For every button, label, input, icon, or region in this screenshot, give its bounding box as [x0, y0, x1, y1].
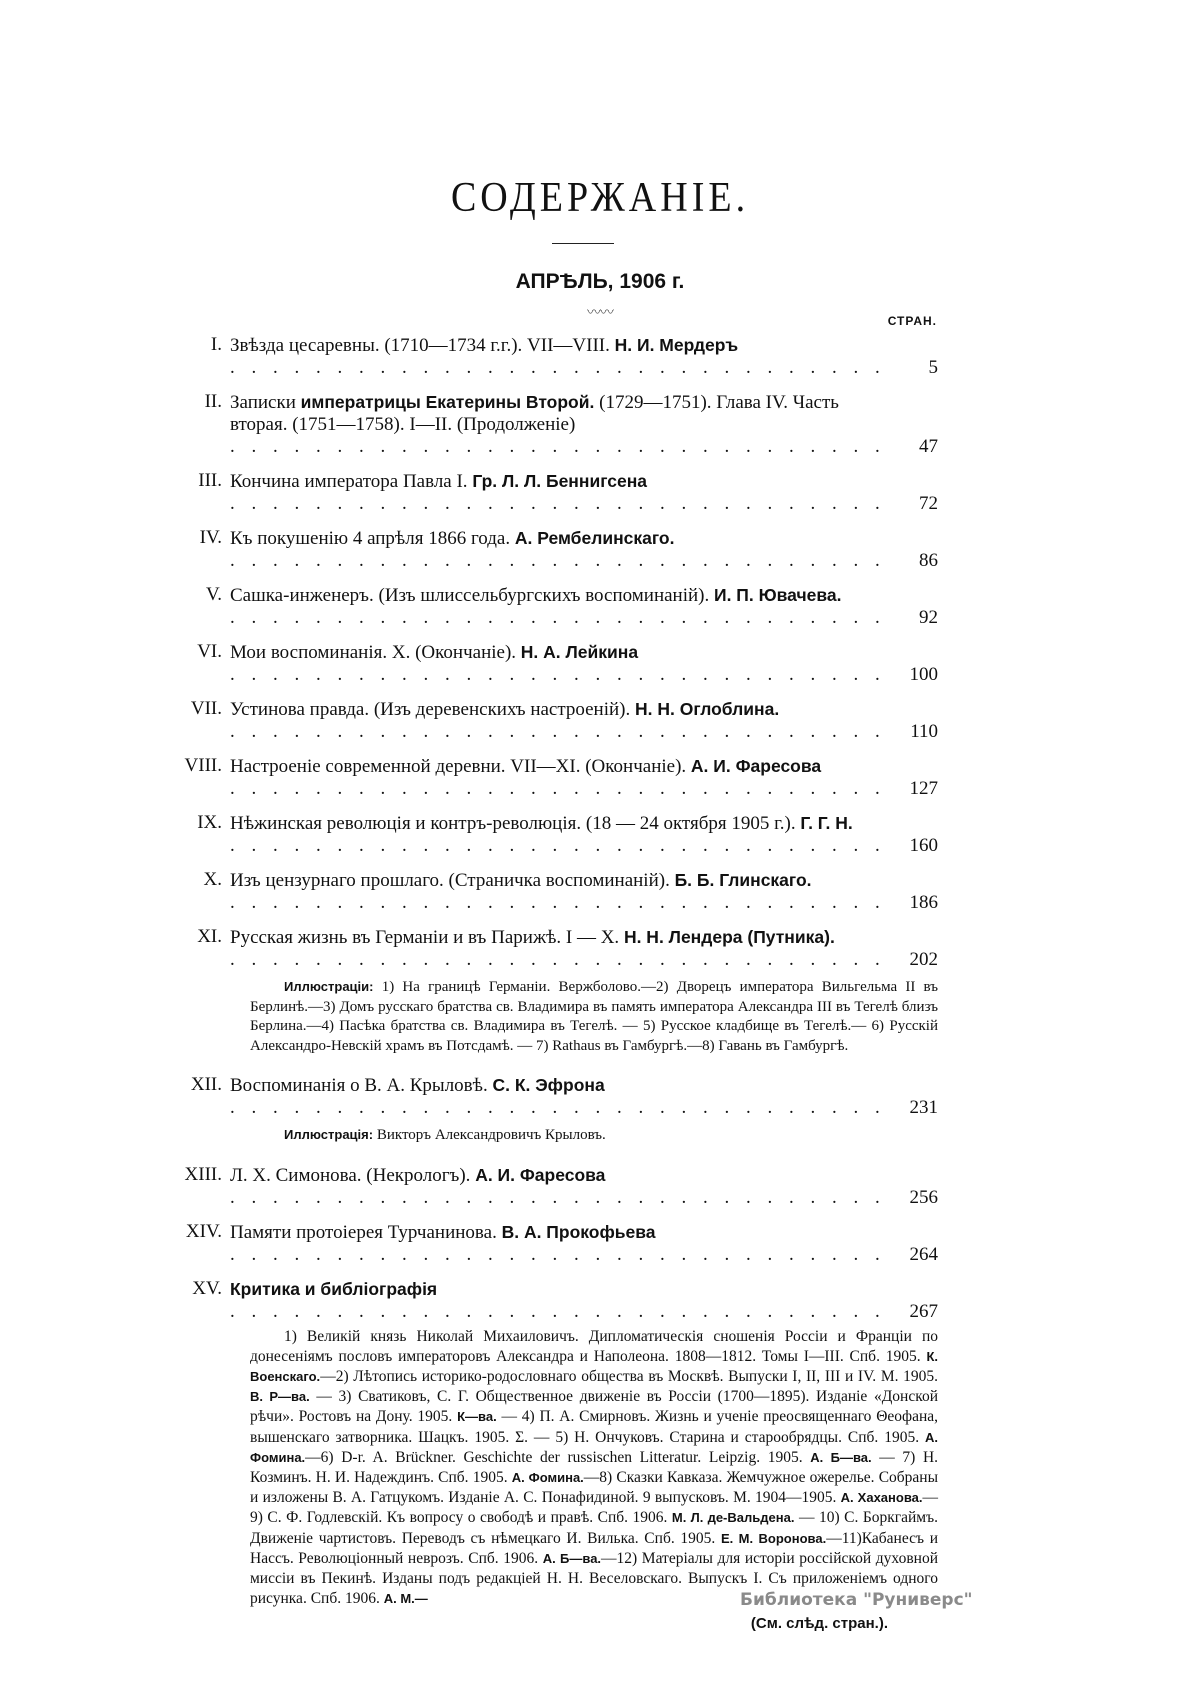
- entry-text: [230, 1164, 880, 1209]
- toc-entry[interactable]: [150, 812, 938, 857]
- bibliography-text: [250, 1327, 938, 1610]
- entry-author: А. Рембелинскаго.: [514, 528, 675, 548]
- bib-reviewer: К—ва.: [457, 1409, 497, 1425]
- entry-text: [230, 1221, 880, 1266]
- dot-leader: [230, 892, 880, 913]
- entry-page: 202: [909, 949, 938, 970]
- entry-number: V.: [205, 584, 222, 605]
- issue-heading: АПРѢЛЬ, 1906 г.: [515, 270, 685, 293]
- entry-number: III.: [198, 470, 222, 491]
- contents-list: [150, 334, 938, 1632]
- continued-note: (См. слѣд. стран.).: [750, 1615, 888, 1633]
- toc-entry[interactable]: [150, 1278, 938, 1323]
- entry-number: IX.: [197, 812, 222, 833]
- entry-text: [230, 391, 880, 458]
- entry-author: А. И. Фаресова: [475, 1164, 606, 1185]
- dot-leader: [230, 949, 880, 970]
- bib-reviewer: А. Б—ва.: [542, 1550, 602, 1566]
- entry-page: 160: [909, 835, 938, 856]
- entry-author: С. К. Эфрона: [492, 1075, 605, 1095]
- entry-title: Устинова правда. (Изъ деревенскихъ настроеній).: [230, 699, 636, 720]
- bib-reviewer: А. Фомина.: [250, 1429, 938, 1465]
- bib-reviewer: К. Военскаго.: [250, 1348, 938, 1384]
- entry-page: 72: [919, 493, 938, 514]
- entry-title: Л. Х. Симонова. (Некрологъ).: [230, 1164, 476, 1186]
- toc-entry[interactable]: [150, 755, 938, 800]
- entry-text: [230, 641, 880, 686]
- pages-column-label: СТРАН.: [887, 314, 937, 328]
- entry-number: VII.: [190, 698, 222, 719]
- entry-page: 186: [909, 892, 938, 913]
- toc-entry[interactable]: [150, 1221, 938, 1266]
- bib-reviewer: А. Хаханова.: [840, 1490, 923, 1506]
- bib-item: —2) Лѣтопись историко-родословнаго общества въ Москвѣ. Выпуски I, II, III и IV. М. 1905.: [320, 1367, 938, 1385]
- toc-entry[interactable]: [150, 641, 938, 686]
- entry-author: Н. А. Лейкина: [520, 642, 639, 662]
- toc-entry[interactable]: [150, 869, 938, 914]
- dot-leader: [230, 1244, 880, 1265]
- toc-entry[interactable]: [150, 527, 938, 572]
- bib-item: — 7) Н. Козминъ. Н. И. Надеждинъ. Спб. 1905.: [250, 1448, 939, 1486]
- toc-entry[interactable]: [150, 1074, 938, 1119]
- entry-number: XV.: [192, 1277, 222, 1299]
- dot-leader: [230, 1187, 880, 1208]
- entry-page: 86: [919, 550, 938, 571]
- illustrations-note: [250, 977, 938, 1056]
- dot-leader: [230, 664, 880, 685]
- entry-number: XIV.: [185, 1220, 222, 1242]
- entry-author: Н. Н. Оглоблина.: [635, 699, 780, 719]
- entry-title: Памяти протоіерея Турчанинова.: [230, 1221, 502, 1243]
- entry-text: [230, 698, 880, 743]
- bib-item: —11)Кабанесъ и Нассъ. Революціонный неврозъ. Спб. 1906.: [250, 1529, 938, 1567]
- entry-title-cont: (1729—1751). Глава IV. Часть вторая. (1751—1758). I—II. (Продолженіе): [230, 392, 839, 435]
- entry-page: 267: [909, 1300, 938, 1322]
- dot-leader: [230, 1301, 880, 1322]
- entry-number: II.: [204, 391, 222, 412]
- entry-title: Звѣзда цесаревны. (1710—1734 г.г.). VII—VIII.: [230, 335, 615, 356]
- dot-leader: [230, 493, 880, 514]
- illustrations-note: [250, 1125, 938, 1146]
- entry-author: Гр. Л. Л. Беннигсена: [472, 471, 648, 491]
- dot-leader: [230, 1097, 880, 1118]
- entry-title: Русская жизнь въ Германіи и въ Парижѣ. I — X.: [230, 927, 624, 948]
- entry-text: [230, 869, 880, 914]
- dot-leader: [230, 721, 880, 742]
- entry-text: [230, 812, 880, 857]
- dot-leader: [230, 436, 880, 457]
- bib-reviewer: А. Фомина.: [511, 1469, 584, 1485]
- entry-text: [230, 584, 880, 629]
- entry-text: [230, 334, 880, 379]
- entry-text: [230, 470, 880, 515]
- entry-page: 47: [919, 436, 938, 457]
- note-text: Викторъ Александровичъ Крыловъ.: [373, 1127, 606, 1143]
- entry-number: VI.: [197, 641, 222, 662]
- entry-author: И. П. Ювачева.: [713, 585, 842, 605]
- toc-entry[interactable]: [150, 584, 938, 629]
- entry-title: Нѣжинская революція и контръ-революція. (18 — 24 октября 1905 г.).: [230, 813, 801, 834]
- entry-title: Мои воспоминанія. X. (Окончаніе).: [230, 642, 521, 663]
- bib-reviewer: А. Б—ва.: [810, 1449, 872, 1465]
- entry-page: 264: [909, 1243, 938, 1265]
- entry-number: XI.: [197, 926, 222, 947]
- entry-author: Г. Г. Н.: [800, 813, 853, 833]
- entry-author: В. А. Прокофьева: [501, 1221, 656, 1242]
- entry-number: VIII.: [184, 755, 222, 776]
- bib-reviewer: В. Р—ва.: [250, 1389, 310, 1405]
- entry-text: [230, 1278, 880, 1323]
- bib-reviewer: А. М.—: [383, 1591, 428, 1607]
- dot-leader: [230, 835, 880, 856]
- bib-item: —9) С. Ф. Годлевскій. Къ вопросу о свободѣ и правѣ. Спб. 1906.: [250, 1489, 938, 1527]
- entry-number: XII.: [190, 1074, 222, 1095]
- entry-title: Воспоминанія о В. А. Крыловѣ.: [230, 1075, 493, 1096]
- entry-author: Б. Б. Глинскаго.: [674, 870, 812, 890]
- bib-item: —12) Матеріалы для исторіи россійской духовной миссіи въ Пекинѣ. Изданы подъ редакціей Н. Н. Веселовскаго. Выпускъ I. Съ приложеніемъ одного рисунка. Спб. 1906.: [250, 1549, 938, 1608]
- entry-title: Кончина императора Павла I.: [230, 471, 473, 492]
- entry-author: А. И. Фаресова: [690, 756, 822, 776]
- entry-title: Записки: [230, 392, 301, 413]
- entry-page: 92: [919, 607, 938, 628]
- bib-item: 1) Великій князь Николай Михаиловичъ. Дипломатическія сношенія Россіи и Франціи по донесеніямъ пословъ императоровъ Александра и Наполеона. 1808—1812. Томы I—III. Спб. 1905.: [250, 1327, 938, 1365]
- entry-page: 5: [928, 357, 938, 378]
- toc-entry[interactable]: [150, 698, 938, 743]
- toc-entry[interactable]: [150, 1164, 938, 1209]
- toc-entry[interactable]: [150, 470, 938, 515]
- entry-page: 110: [910, 721, 938, 742]
- entry-text: [230, 527, 880, 572]
- entry-text: [230, 1074, 880, 1119]
- bib-item: —8) Сказки Кавказа. Жемчужное ожерелье. Собраны и изложены В. А. Гатцукомъ. Изданіе А. С. Понафидиной. 9 выпусковъ. М. 1904—1905.: [250, 1468, 939, 1507]
- dot-leader: [230, 778, 880, 799]
- entry-number: XIII.: [184, 1163, 222, 1185]
- toc-entry[interactable]: [150, 391, 938, 458]
- wavy-ornament-icon: 〰〰: [587, 306, 613, 321]
- toc-entry[interactable]: [150, 926, 938, 971]
- note-label: Иллюстраціи:: [284, 979, 374, 994]
- entry-author: Н. И. Мердеръ: [614, 335, 739, 355]
- bib-item: — 10) С. Боркгаймъ. Движеніе чартистовъ. Переводъ съ нѣмецкаго И. Вилька. Спб. 1905.: [250, 1509, 938, 1547]
- entry-page: 231: [909, 1097, 938, 1118]
- entry-title: Къ покушенію 4 апрѣля 1866 года.: [230, 528, 515, 549]
- entry-page: 127: [909, 778, 938, 799]
- entry-title: Сашка-инженеръ. (Изъ шлиссельбургскихъ воспоминаній).: [230, 585, 714, 606]
- entry-author: Критика и библіографія: [230, 1278, 438, 1299]
- entry-number: IV.: [199, 527, 222, 548]
- bib-item: —6) D-r. A. Brückner. Geschichte der russischen Litteratur. Leipzig. 1905.: [305, 1448, 811, 1466]
- entry-author: Н. Н. Лендера (Путника).: [623, 927, 835, 947]
- entry-text: [230, 926, 880, 971]
- note-text: 1) На границѣ Германіи. Вержболово.—2) Дворецъ императора Вильгельма II въ Берлинѣ.—3) Домъ русскаго братства св. Владимира въ память императора Александра III въ Тегелѣ близъ Берлина.—4) Пасѣка братства св. Владимира въ Тегелѣ. — 5) Русское кладбище въ Тегелѣ.— 6) Русскій Александро-Невскій храмъ въ Потсдамѣ. — 7) Rathaus въ Гамбургѣ.—8) Гавань въ Гамбургѣ.: [250, 979, 938, 1054]
- dot-leader: [230, 550, 880, 571]
- note-label: Иллюстрація:: [284, 1127, 374, 1142]
- entry-text: [230, 755, 880, 800]
- bib-item: — 4) П. А. Смирновъ. Жизнь и ученіе преосвященнаго Θеофана, вышенскаго затворника. Шацкъ. 1905. Σ. — 5) Н. Ончуковъ. Старина и старообрядцы. Спб. 1905.: [250, 1408, 939, 1446]
- entry-page: 256: [909, 1186, 938, 1208]
- bib-reviewer: Е. М. Воронова.: [720, 1530, 827, 1546]
- title-divider: [552, 243, 614, 244]
- library-watermark: Библиотека "Руниверс": [740, 1590, 973, 1610]
- entry-page: 100: [909, 664, 938, 685]
- dot-leader: [230, 357, 880, 378]
- entry-title: Изъ цензурнаго прошлаго. (Страничка воспоминаній).: [230, 870, 675, 891]
- entry-title: Настроеніе современной деревни. VII—XI. (Окончаніе).: [230, 756, 691, 777]
- bib-reviewer: М. Л. де-Вальдена.: [671, 1510, 795, 1526]
- page-title: СОДЕРЖАНІЕ.: [450, 174, 750, 222]
- toc-entry[interactable]: [150, 334, 938, 379]
- entry-author: императрицы Екатерины Второй.: [300, 392, 595, 412]
- bib-item: — 3) Сватиковъ, С. Г. Общественное движеніе въ Россіи (1700—1895). Изданіе «Донской рѣчи». Ростовъ на Дону. 1905.: [250, 1388, 938, 1426]
- entry-number: X.: [203, 869, 222, 890]
- entry-number: I.: [210, 334, 222, 355]
- dot-leader: [230, 607, 880, 628]
